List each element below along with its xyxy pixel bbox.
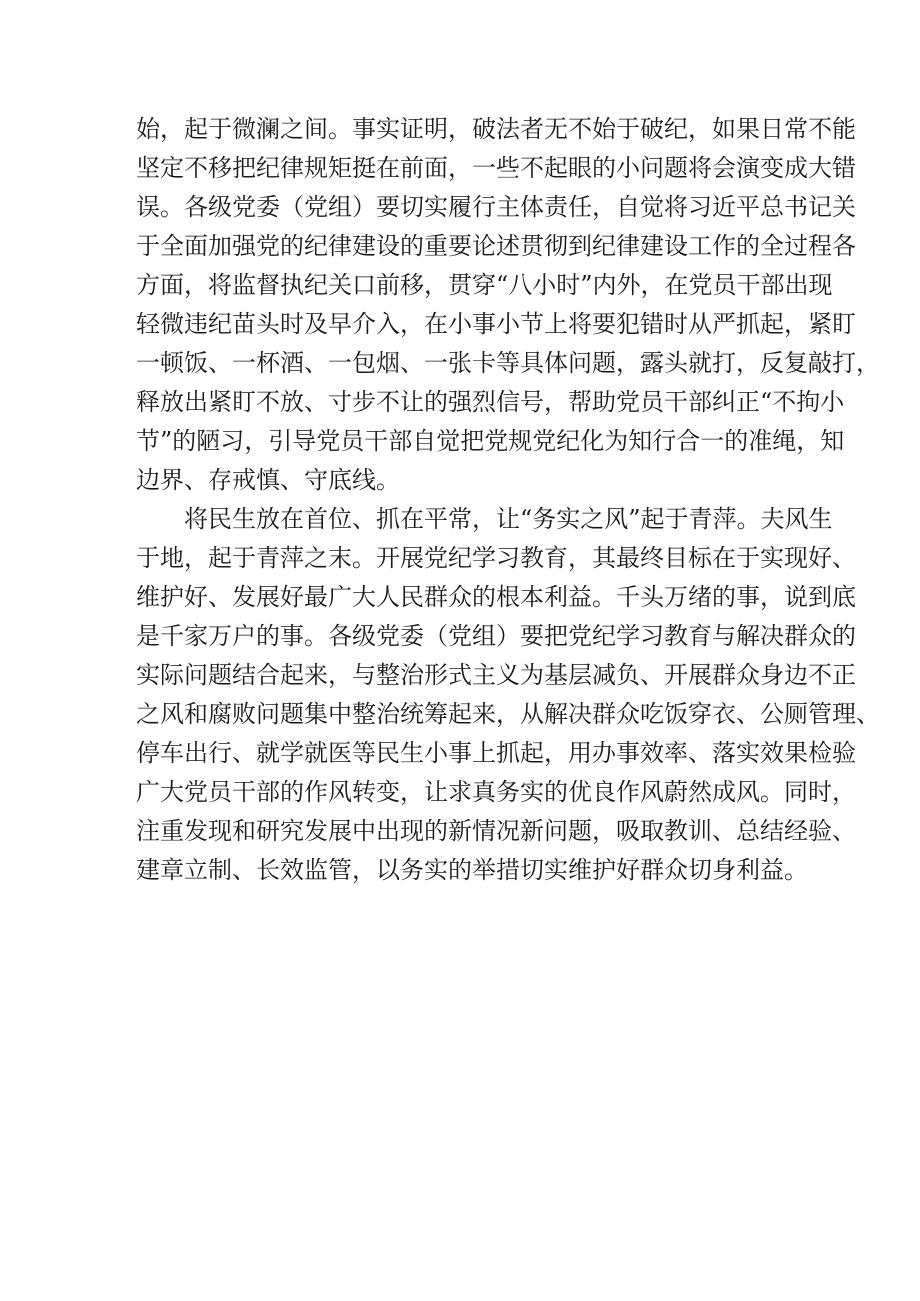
text-line: 注重发现和研究发展中出现的新情况新问题，吸取教训、总结经验、 xyxy=(136,817,856,845)
text-line: 节”的陋习，引导党员干部自觉把党规党纪化为知行合一的准绳，知 xyxy=(136,427,845,455)
document-body xyxy=(136,110,880,890)
text-line: 一顿饭、一杯酒、一包烟、一张卡等具体问题，露头就打，反复敲打， xyxy=(136,349,880,377)
text-line: 维护好、发展好最广大人民群众的根本利益。千头万绪的事，说到底 xyxy=(136,583,856,611)
text-line: 是千家万户的事。各级党委（党组）要把党纪学习教育与解决群众的 xyxy=(136,622,856,650)
text-line: 建章立制、长效监管，以务实的举措切实维护好群众切身利益。 xyxy=(136,856,808,884)
text-line: 之风和腐败问题集中整治统筹起来，从解决群众吃饭穿衣、公厕管理、 xyxy=(136,700,880,728)
paragraph-1 xyxy=(136,110,880,500)
text-line: 释放出紧盯不放、寸步不让的强烈信号，帮助党员干部纠正“不拘小 xyxy=(136,388,845,416)
text-line: 始，起于微澜之间。事实证明，破法者无不始于破纪，如果日常不能 xyxy=(136,115,856,143)
text-line: 轻微违纪苗头时及早介入，在小事小节上将要犯错时从严抓起，紧盯 xyxy=(136,310,856,338)
text-line: 方面，将监督执纪关口前移，贯穿“八小时”内外，在党员干部出现 xyxy=(136,271,833,299)
text-line: 停车出行、就学就医等民生小事上抓起，用办事效率、落实效果检验 xyxy=(136,739,856,767)
text-line: 误。各级党委（党组）要切实履行主体责任，自觉将习近平总书记关 xyxy=(136,193,856,221)
text-line: 边界、存戒慎、守底线。 xyxy=(136,466,400,494)
text-line: 将民生放在首位、抓在平常，让“务实之风”起于青萍。夫风生 xyxy=(184,505,833,533)
text-line: 于地，起于青萍之末。开展党纪学习教育，其最终目标在于实现好、 xyxy=(136,544,856,572)
text-line: 坚定不移把纪律规矩挺在前面，一些不起眼的小问题将会演变成大错 xyxy=(136,154,856,182)
text-line: 于全面加强党的纪律建设的重要论述贯彻到纪律建设工作的全过程各 xyxy=(136,232,856,260)
paragraph-2 xyxy=(136,500,880,890)
text-line: 广大党员干部的作风转变，让求真务实的优良作风蔚然成风。同时， xyxy=(136,778,856,806)
text-line: 实际问题结合起来，与整治形式主义为基层减负、开展群众身边不正 xyxy=(136,661,856,689)
